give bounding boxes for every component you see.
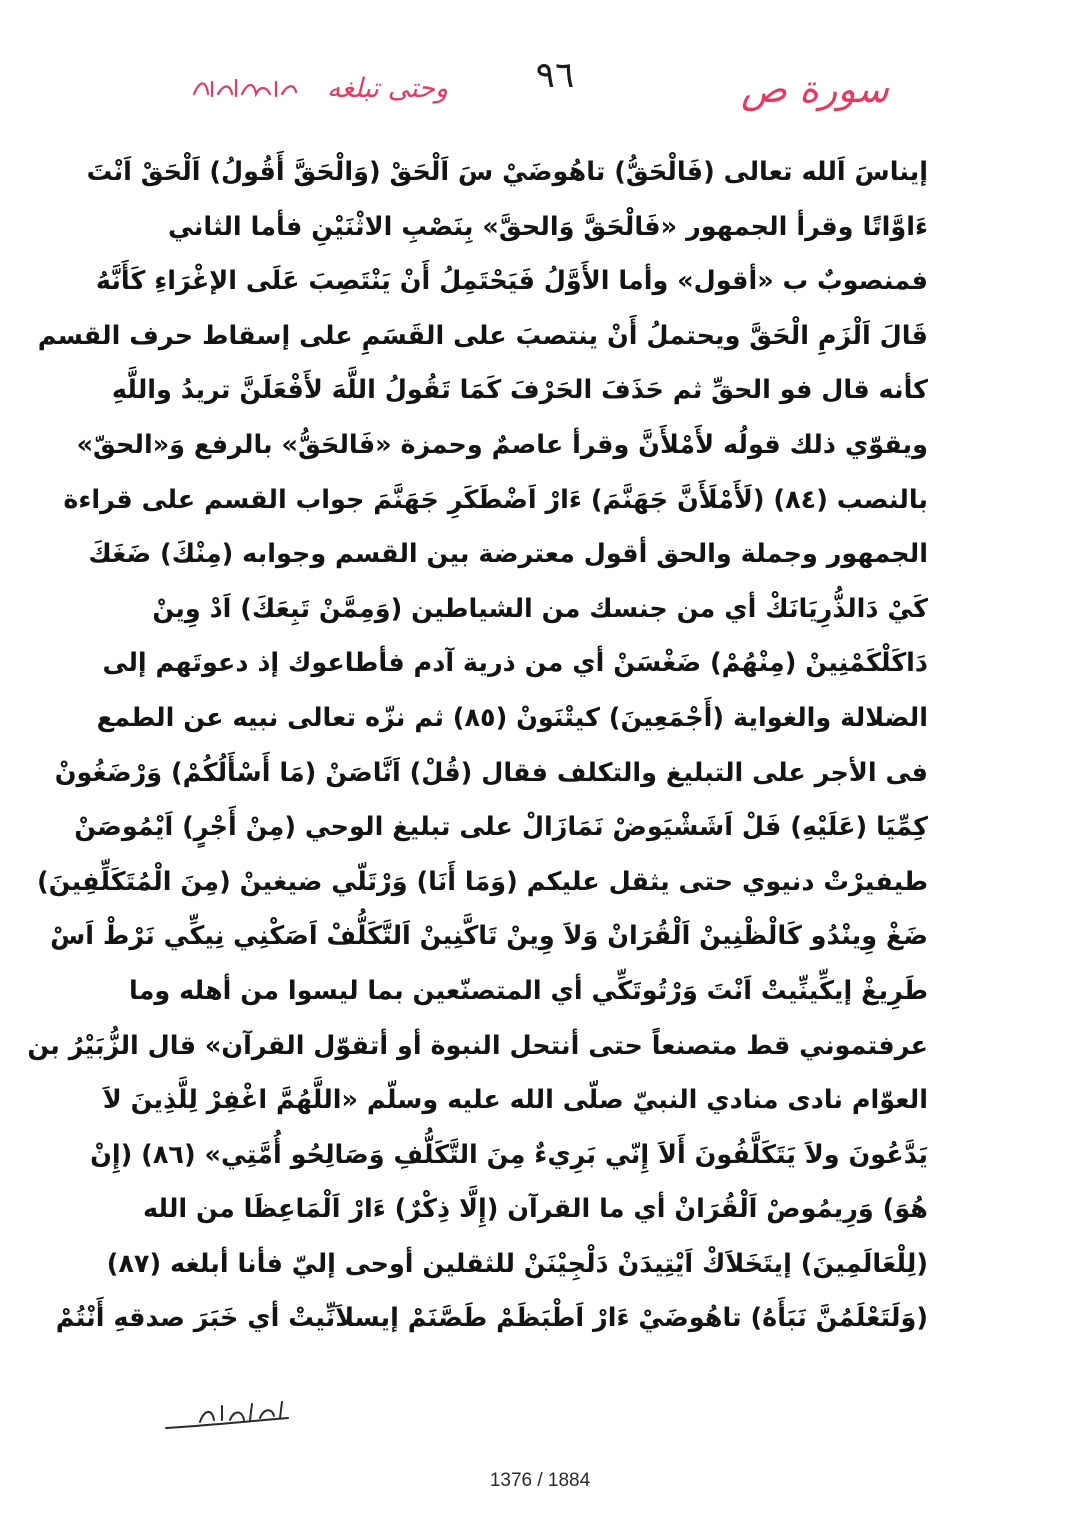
handwritten-note-text: وحتى تبلغه — [326, 72, 448, 104]
text-line: الضلالة والغواية (أَجْمَعِينَ) كيتْنَونْ (٨٥) ثم نزّه تعالى نبيه عن الطمع — [96, 702, 928, 733]
text-line: هُوَ) وَرِيمُوصْ اَلْقُرَانْ أي ما القرآن (إِلَّا ذِكْرٌ) ءَارْ اَلْمَاعِظَا من الله — [142, 1194, 928, 1225]
text-line: قَالَ اَلْزَمِ الْحَقَّ ويحتملُ أَنْ ينتصبَ على القَسَمِ على إسقاط حرف القسم — [37, 320, 928, 351]
text-line: (وَلَتَعْلَمُنَّ نَبَأَهُ) تاهُوضَيْ ءَارْ اَطْبَظَمْ طَصَّنَمْ إيسلاَنِّيتْ أي خَبَرَ صدقهِ أَنْتُمْ — [55, 1303, 928, 1334]
text-line: فى الأجر على التبليغ والتكلف فقال (قُلْ) اَنَّاصَنْ (مَا أَسْأَلُكُمْ) وَرْضَغُونْ — [54, 757, 928, 788]
signature-stroke-icon — [160, 1392, 310, 1440]
text-line: كأنه قال فو الحقِّ ثم حَذَفَ الحَرْفَ كَمَا تَقُولُ اللَّهَ لأَفْعَلَنَّ تريدُ واللَّهِ — [111, 375, 928, 406]
text-line: عرفتموني قط متصنعاً حتى أنتحل النبوة أو أتقوّل القرآن» قال الزُّبَيْرُ بن — [27, 1030, 928, 1061]
page-counter: 1376 / 1884 — [489, 1470, 591, 1491]
text-line: بالنصب (٨٤) (لَأَمْلَأَنَّ جَهَنَّمَ) ءَارْ اَضْطَكَرِ جَهَنَّمَ جواب القسم على قراءة — [63, 484, 928, 515]
body-text — [27, 145, 928, 1346]
text-line: ضَغْ وِينْدُو كَالْظْنِينْ اَلْقُرَانْ وَلاَ وِينْ تَاكَّنِينْ اَلتَّكَلُّفْ اَصَكْنِي نِيكِّي نَرْطْ اَسْ — [50, 921, 928, 952]
text-line: فمنصوبٌ ب «أقول» وأما الأَوَّلُ فَيَحْتَمِلُ أَنْ يَنْتَصِبَ عَلَى الإغْرَاءِ كَأَنَّهُ — [95, 266, 928, 297]
text-line: ويقوّي ذلك قولُه لأَمْلأَنَّ وقرأ عاصمٌ وحمزة «فَالحَقُّ» بالرفع وَ«الحقّ» — [76, 429, 928, 460]
text-line: (لِلْعَالَمِينَ) إيتَخَلاَكْ اَيْتِيدَنْ دَلْجِيْنَنْ للثقلين أوحى إليّ فأنا أبلغه (٨٧) — [106, 1248, 928, 1279]
handwritten-scribble-icon — [190, 74, 300, 102]
text-line: دَاكَلْكَمْنِينْ (مِنْهُمْ) ضَغْسَنْ أي من ذرية آدم فأطاعوك إذ دعوتَهم إلى — [102, 648, 928, 679]
text-line: كِمِّيَا (عَلَيْهِ) فَلْ اَشَشْيَوضْ نَمَازَالْ على تبليغ الوحي (مِنْ أَجْرٍ) اَيْمُوصَنْ — [74, 812, 928, 843]
text-line: كَيْ دَالذُّرِيَانَكْ أي من جنسك من الشياطين (وَمِمَّنْ تَبِعَكَ) اَدْ وِينْ — [152, 593, 928, 624]
text-line: إيناسَ اَلله تعالى (فَالْحَقُّ) تاهُوضَيْ سَ اَلْحَقْ (وَالْحَقَّ أَقُولُ) اَلْحَقْ اَنْتَ — [86, 157, 928, 187]
text-line: طَرِيغْ إيكِّينِّيتْ اَنْتَ وَرْتُوتَكِّي أي المتصنّعين بما ليسوا من أهله وما — [129, 975, 928, 1006]
text-line: ءَاوَّاتًا وقرأ الجمهور «فَالْحَقَّ وَالحقَّ» بِنَصْبِ الاثْنَيْنِ فأما الثاني — [168, 211, 928, 242]
page-number: ٩٦ — [535, 55, 575, 96]
text-line: الجمهور وجملة والحق أقول معترضة بين القسم وجوابه (مِنْكَ) ضَغَكَ — [88, 539, 928, 570]
text-line: يَدَّعُونَ ولاَ يَتَكَلَّفُونَ أَلاَ إِنّي بَرِيءٌ مِنَ التَّكَلُّفِ وَصَالِحُو أُمَّتِي» (٨٦) (إِنْ — [90, 1139, 928, 1170]
handwritten-margin-note-left — [190, 66, 448, 110]
text-line: العوّام نادى منادي النبيّ صلّى الله عليه وسلّم «اللَّهُمَّ اغْفِرْ لِلَّذِينَ لاَ — [102, 1085, 928, 1116]
text-line: طيفيرْتْ دنيوي حتى يثقل عليكم (وَمَا أَنَا) وَرْتَلّي ضيغينْ (مِنَ الْمُتَكَلِّفِينَ) — [37, 866, 928, 897]
handwritten-margin-note-right: سورة ص — [741, 67, 889, 111]
handwritten-signature — [160, 1392, 310, 1440]
